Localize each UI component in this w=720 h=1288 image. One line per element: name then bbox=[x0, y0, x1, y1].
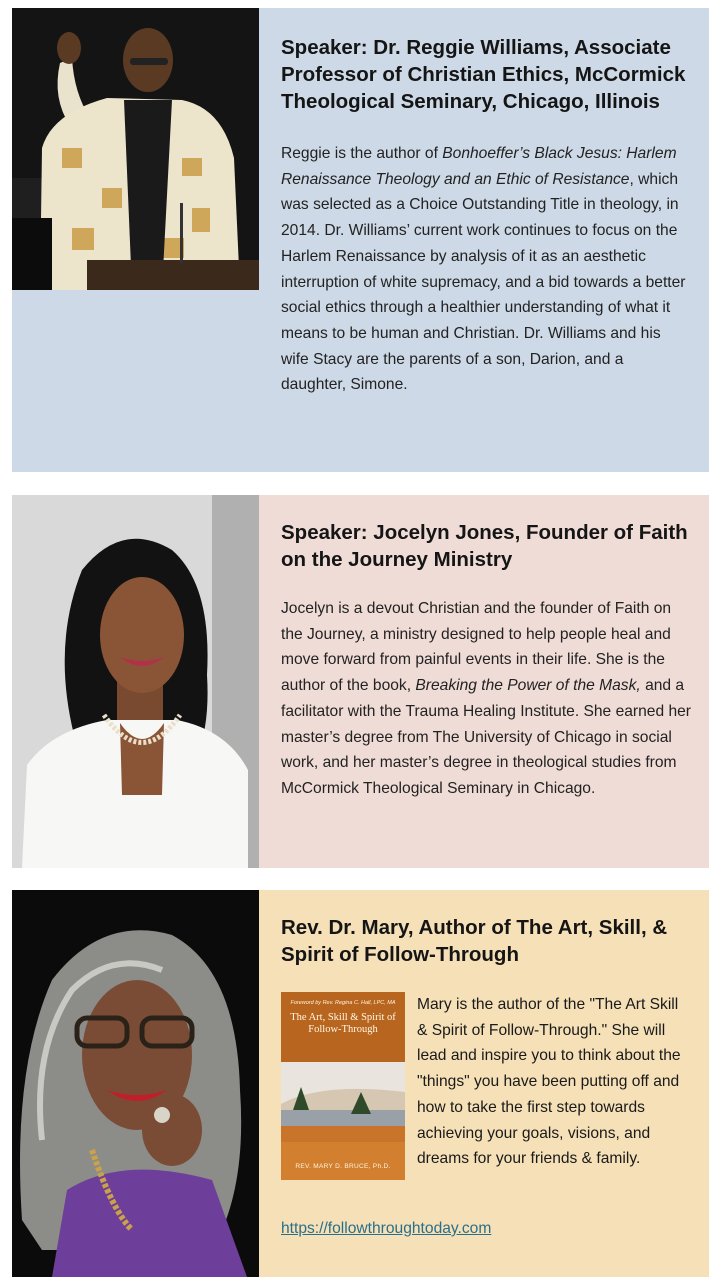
book-title-italic: Breaking the Power of the Mask, bbox=[415, 677, 641, 695]
speaker-title: Speaker: Jocelyn Jones, Founder of Faith on the Journey Ministry bbox=[281, 521, 688, 571]
book-cover-image bbox=[281, 992, 405, 1180]
book-cover-author: REV. MARY D. BRUCE, Ph.D. bbox=[295, 1163, 391, 1170]
speaker-info-jocelyn bbox=[259, 495, 709, 868]
speaker-photo-jocelyn bbox=[12, 495, 259, 868]
speaker-card-jocelyn bbox=[12, 495, 709, 868]
book-row bbox=[281, 992, 691, 1180]
speaker-bio: Mary is the author of the "The Art Skill & Spirit of Follow-Through." She will lead and inspire you to think about the "things" you have been putting off and how to take the first step towards achieving your goals, visions, and dreams for your friends & family. bbox=[417, 996, 681, 1168]
speaker-bio bbox=[281, 141, 691, 398]
speaker-bio bbox=[281, 596, 691, 802]
bio-text: Reggie is the author of bbox=[281, 145, 443, 162]
speaker-info-reggie bbox=[259, 8, 709, 472]
speaker-title: Speaker: Dr. Reggie Williams, Associate Professor of Christian Ethics, McCormick Theological Seminary, Chicago, Illinois bbox=[281, 36, 686, 113]
book-cover-title: The Art, Skill & Spirit of Follow-Through bbox=[290, 1012, 396, 1035]
book-foreword: Foreword by Rev. Regina C. Hall, LPC, MA bbox=[290, 1000, 396, 1006]
speaker-photo-reggie bbox=[12, 8, 259, 290]
speaker-info-mary bbox=[259, 890, 709, 1277]
bio-text: and a facilitator with the Trauma Healing Institute. She earned her master’s degree from The University of Chicago in social work, and her master’s degree in theological studies from McCormick Theological Seminary in Chicago. bbox=[281, 677, 691, 797]
speaker-card-mary bbox=[12, 890, 709, 1277]
speaker-photo-mary bbox=[12, 890, 259, 1277]
book-title-italic: Bonhoeffer’s Black Jesus: Harlem Renaissance Theology and an Ethic of Resistance bbox=[281, 145, 677, 188]
speaker-title: Rev. Dr. Mary, Author of The Art, Skill, & Spirit of Follow-Through bbox=[281, 916, 668, 966]
website-link[interactable]: https://followthroughtoday.com bbox=[281, 1220, 492, 1237]
speaker-card-reggie bbox=[12, 8, 709, 472]
bio-text: Jocelyn is a devout Christian and the founder of Faith on the Journey, a ministry designed to help people heal and move forward from painful events in their life. She is the author of the book, bbox=[281, 600, 672, 695]
bio-text: , which was selected as a Choice Outstanding Title in theology, in 2014. Dr. Williams’ current work continues to focus on the Harlem Renaissance by analysis of it as an aesthetic interruption of white supremacy, and a bid towards a better social ethics through a healthier understanding of what it means to be human and Christian. Dr. Williams and his wife Stacy are the parents of a son, Darion, and a daughter, Simone. bbox=[281, 170, 686, 394]
